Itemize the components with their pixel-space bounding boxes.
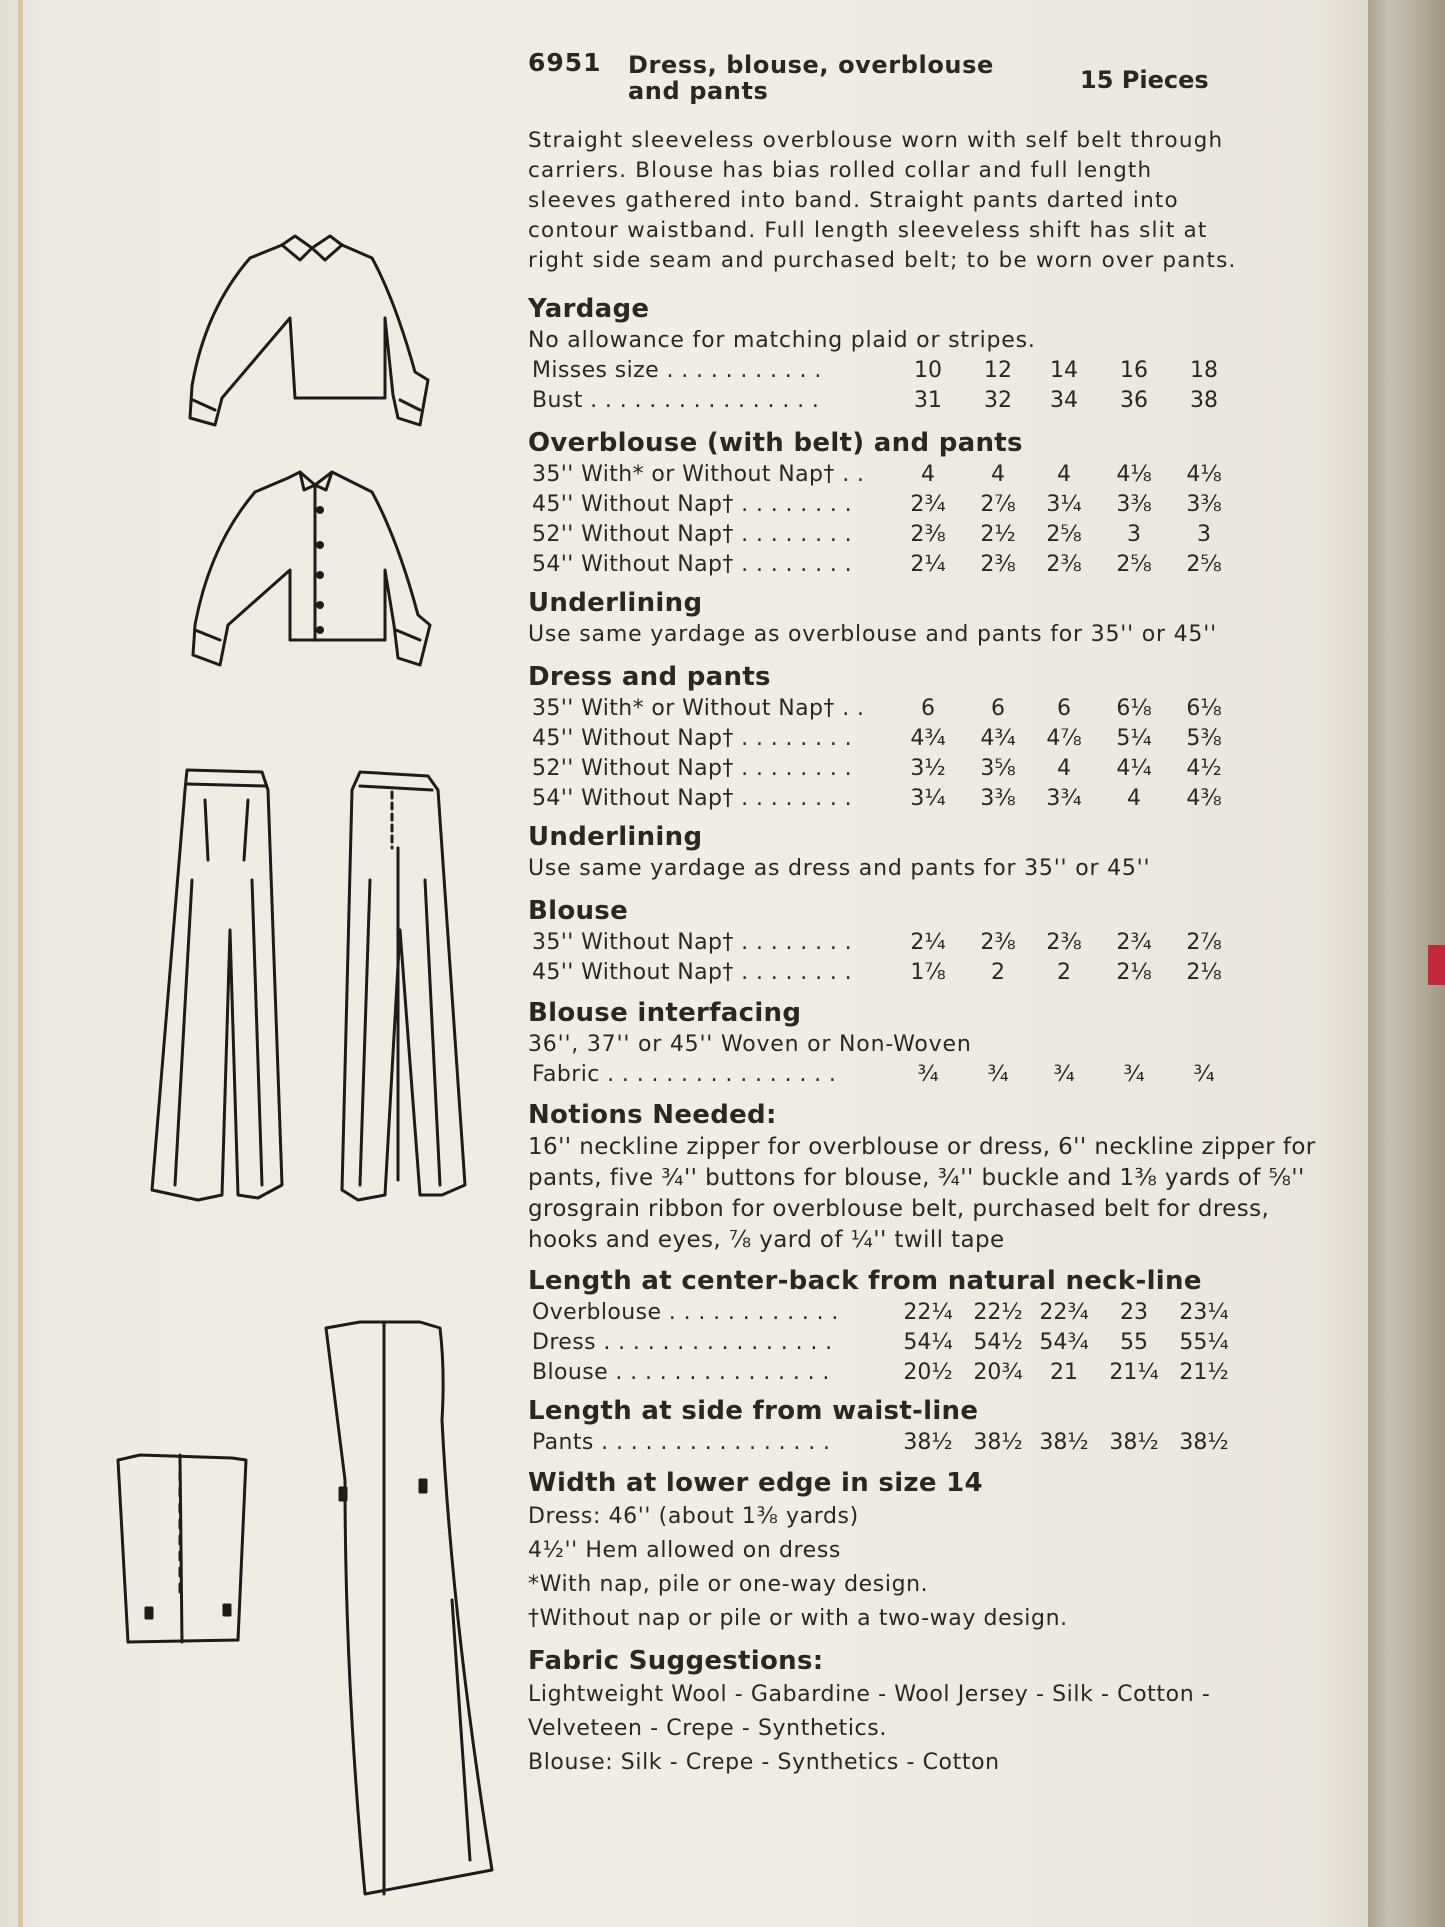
size-value: 3½: [910, 756, 946, 781]
table-row: [528, 754, 1328, 784]
size-value: 3¼: [1046, 492, 1082, 517]
blouse-back-sketch-icon: [190, 236, 428, 425]
width-dress: Dress: 46'' (about 1⅜ yards): [528, 1504, 859, 1529]
size-value: ¾: [1193, 1062, 1215, 1087]
yardage-chart: [528, 48, 1328, 1780]
fabric-line-3: Blouse: Silk - Crepe - Synthetics - Cotton: [528, 1750, 1000, 1775]
size-value: 3: [1127, 522, 1141, 547]
size-value: 20¾: [973, 1360, 1023, 1385]
underlining-heading: Underlining: [528, 588, 703, 618]
notions-heading: Notions Needed:: [528, 1100, 777, 1130]
row-label: 45'' Without Nap† . . . . . . . .: [532, 726, 853, 751]
size-value: 2¼: [910, 552, 946, 577]
size-value: 2⅞: [980, 492, 1016, 517]
row-label: Overblouse . . . . . . . . . . . .: [532, 1300, 839, 1325]
size-value: 6: [921, 696, 935, 721]
pattern-title: Dress, blouse, overblouse and pants: [628, 51, 994, 105]
size-value: 2⅞: [1186, 930, 1222, 955]
table-row: [528, 1358, 1328, 1388]
bust-row: [528, 386, 1328, 416]
size-value: 16: [1120, 358, 1148, 383]
size-value: 4¼: [1116, 756, 1152, 781]
size-value: 2⅜: [1046, 552, 1082, 577]
table-row: [528, 958, 1328, 988]
size-value: 38: [1190, 388, 1218, 413]
row-label: 52'' Without Nap† . . . . . . . .: [532, 522, 853, 547]
pants-back-sketch-icon: [342, 772, 465, 1200]
table-row: [528, 460, 1328, 490]
underlining-heading: Underlining: [528, 822, 703, 852]
size-value: 4: [1057, 756, 1071, 781]
size-value: 38½: [1109, 1430, 1159, 1455]
table-row: [528, 694, 1328, 724]
size-value: 2⅜: [910, 522, 946, 547]
size-value: 4: [1127, 786, 1141, 811]
size-value: 4: [991, 462, 1005, 487]
size-value: 3⅝: [980, 756, 1016, 781]
size-value: 2: [991, 960, 1005, 985]
size-value: 14: [1050, 358, 1078, 383]
size-value: 2⅝: [1046, 522, 1082, 547]
size-value: 5⅜: [1186, 726, 1222, 751]
table-row: [528, 1060, 1328, 1090]
row-label: Blouse . . . . . . . . . . . . . . .: [532, 1360, 830, 1385]
fabric-line-2: Velveteen - Crepe - Synthetics.: [528, 1716, 887, 1741]
size-value: 22½: [973, 1300, 1023, 1325]
row-label: 54'' Without Nap† . . . . . . . .: [532, 786, 853, 811]
size-value: 4⅛: [1186, 462, 1222, 487]
size-value: 54½: [973, 1330, 1023, 1355]
size-value: 2⅜: [980, 930, 1016, 955]
underlining-note: Use same yardage as overblouse and pants for 35'' or 45'': [528, 622, 1217, 647]
size-value: 4⅞: [1046, 726, 1082, 751]
size-value: 3: [1197, 522, 1211, 547]
size-value: ¾: [1123, 1062, 1145, 1087]
size-value: ¾: [987, 1062, 1009, 1087]
table-row: [528, 550, 1328, 580]
size-value: 55: [1120, 1330, 1148, 1355]
size-value: 10: [914, 358, 942, 383]
size-value: 32: [984, 388, 1012, 413]
pattern-header: [528, 48, 1328, 110]
size-value: 2¼: [910, 930, 946, 955]
size-value: 4⅜: [1186, 786, 1222, 811]
pants-front-sketch-icon: [152, 770, 282, 1200]
size-value: 21½: [1179, 1360, 1229, 1385]
size-value: 3¾: [1046, 786, 1082, 811]
size-value: 4⅛: [1116, 462, 1152, 487]
table-row: [528, 928, 1328, 958]
row-label: 35'' With* or Without Nap† . .: [532, 462, 865, 487]
size-value: 6: [1057, 696, 1071, 721]
table-row: [528, 490, 1328, 520]
size-value: 2⅝: [1116, 552, 1152, 577]
table-row: [528, 520, 1328, 550]
row-label: 35'' With* or Without Nap† . .: [532, 696, 865, 721]
dress-sketch-icon: [326, 1322, 492, 1894]
row-label: Pants . . . . . . . . . . . . . . . .: [532, 1430, 831, 1455]
size-value: 1⅞: [910, 960, 946, 985]
sizes-row: [528, 356, 1328, 386]
overblouse-sketch-icon: [118, 1455, 246, 1642]
size-value: 2¾: [1116, 930, 1152, 955]
size-value: 3¼: [910, 786, 946, 811]
size-value: 22¼: [903, 1300, 953, 1325]
size-value: 2⅛: [1186, 960, 1222, 985]
size-value: 23: [1120, 1300, 1148, 1325]
row-label: Bust . . . . . . . . . . . . . . . .: [532, 388, 820, 413]
size-value: 55¼: [1179, 1330, 1229, 1355]
row-label: 54'' Without Nap† . . . . . . . .: [532, 552, 853, 577]
yardage-note: No allowance for matching plaid or stripes.: [528, 328, 1036, 353]
size-value: 21¼: [1109, 1360, 1159, 1385]
table-row: [528, 724, 1328, 754]
garment-description: Straight sleeveless overblouse worn with self belt through carriers. Blouse has bias rolled collar and full length sleeves gathered into band. Straight pants darted into contour waistband. Full length sleeveless shift has slit at right side seam and purchased belt; to be worn over pants.: [528, 128, 1237, 273]
size-value: 23¼: [1179, 1300, 1229, 1325]
table-row: [528, 1328, 1328, 1358]
row-label: 45'' Without Nap† . . . . . . . .: [532, 492, 853, 517]
size-value: 38½: [1039, 1430, 1089, 1455]
size-value: 54¾: [1039, 1330, 1089, 1355]
blouse-front-sketch-icon: [193, 472, 430, 665]
size-value: 4: [1057, 462, 1071, 487]
row-label: 35'' Without Nap† . . . . . . . .: [532, 930, 853, 955]
size-value: 2¾: [910, 492, 946, 517]
size-value: 3⅜: [1186, 492, 1222, 517]
red-tab-marker: [1428, 945, 1445, 985]
width-heading: Width at lower edge in size 14: [528, 1468, 983, 1498]
size-value: 34: [1050, 388, 1078, 413]
size-value: 21: [1050, 1360, 1078, 1385]
size-value: 20½: [903, 1360, 953, 1385]
size-value: 2⅜: [980, 552, 1016, 577]
size-value: 3⅜: [1116, 492, 1152, 517]
notions-text: 16'' neckline zipper for overblouse or dress, 6'' neckline zipper for pants, five ¾'' buttons for blouse, ¾'' buckle and 1⅜ yards of ⅝'' grosgrain ribbon for overblouse belt, purchased belt for dress, hooks and eyes, ⅞ yard of ¼'' twill tape: [528, 1134, 1316, 1253]
pieces-count: 15 Pieces: [1080, 66, 1209, 94]
size-value: 6: [991, 696, 1005, 721]
overblouse-heading: Overblouse (with belt) and pants: [528, 428, 1023, 458]
garment-sketches: [0, 0, 520, 1927]
underlining-note: Use same yardage as dress and pants for 35'' or 45'': [528, 856, 1151, 881]
interfacing-note: 36'', 37'' or 45'' Woven or Non-Woven: [528, 1032, 972, 1057]
size-value: 38½: [903, 1430, 953, 1455]
interfacing-heading: Blouse interfacing: [528, 998, 802, 1028]
width-hem: 4½'' Hem allowed on dress: [528, 1538, 841, 1563]
length-back-heading: Length at center-back from natural neck-line: [528, 1266, 1202, 1296]
length-side-heading: Length at side from waist-line: [528, 1396, 979, 1426]
size-value: 6⅛: [1186, 696, 1222, 721]
yardage-heading: Yardage: [528, 294, 650, 324]
size-value: 12: [984, 358, 1012, 383]
size-value: 2½: [980, 522, 1016, 547]
size-value: 2⅜: [1046, 930, 1082, 955]
fabric-heading: Fabric Suggestions:: [528, 1646, 824, 1676]
size-value: 2⅛: [1116, 960, 1152, 985]
row-label: 45'' Without Nap† . . . . . . . .: [532, 960, 853, 985]
size-value: 3⅜: [980, 786, 1016, 811]
footnote-with-nap: *With nap, pile or one-way design.: [528, 1572, 929, 1597]
row-label: Fabric . . . . . . . . . . . . . . . .: [532, 1062, 837, 1087]
size-value: ¾: [1053, 1062, 1075, 1087]
size-value: 38½: [973, 1430, 1023, 1455]
size-value: 5¼: [1116, 726, 1152, 751]
size-value: 36: [1120, 388, 1148, 413]
table-row: [528, 1428, 1328, 1458]
size-value: 6⅛: [1116, 696, 1152, 721]
size-value: ¾: [917, 1062, 939, 1087]
size-value: 4¾: [980, 726, 1016, 751]
size-value: 2⅝: [1186, 552, 1222, 577]
size-value: 4: [921, 462, 935, 487]
footnote-without-nap: †Without nap or pile or with a two-way design.: [528, 1606, 1068, 1631]
table-row: [528, 784, 1328, 814]
row-label: Misses size . . . . . . . . . . .: [532, 358, 822, 383]
fabric-line-1: Lightweight Wool - Gabardine - Wool Jersey - Silk - Cotton -: [528, 1682, 1211, 1707]
pattern-number: 6951: [528, 48, 602, 77]
size-value: 4½: [1186, 756, 1222, 781]
size-value: 4¾: [910, 726, 946, 751]
table-row: [528, 1298, 1328, 1328]
size-value: 22¾: [1039, 1300, 1089, 1325]
size-value: 54¼: [903, 1330, 953, 1355]
size-value: 31: [914, 388, 942, 413]
size-value: 38½: [1179, 1430, 1229, 1455]
row-label: Dress . . . . . . . . . . . . . . . .: [532, 1330, 833, 1355]
size-value: 2: [1057, 960, 1071, 985]
size-value: 18: [1190, 358, 1218, 383]
dress-pants-heading: Dress and pants: [528, 662, 771, 692]
blouse-heading: Blouse: [528, 896, 629, 926]
row-label: 52'' Without Nap† . . . . . . . .: [532, 756, 853, 781]
